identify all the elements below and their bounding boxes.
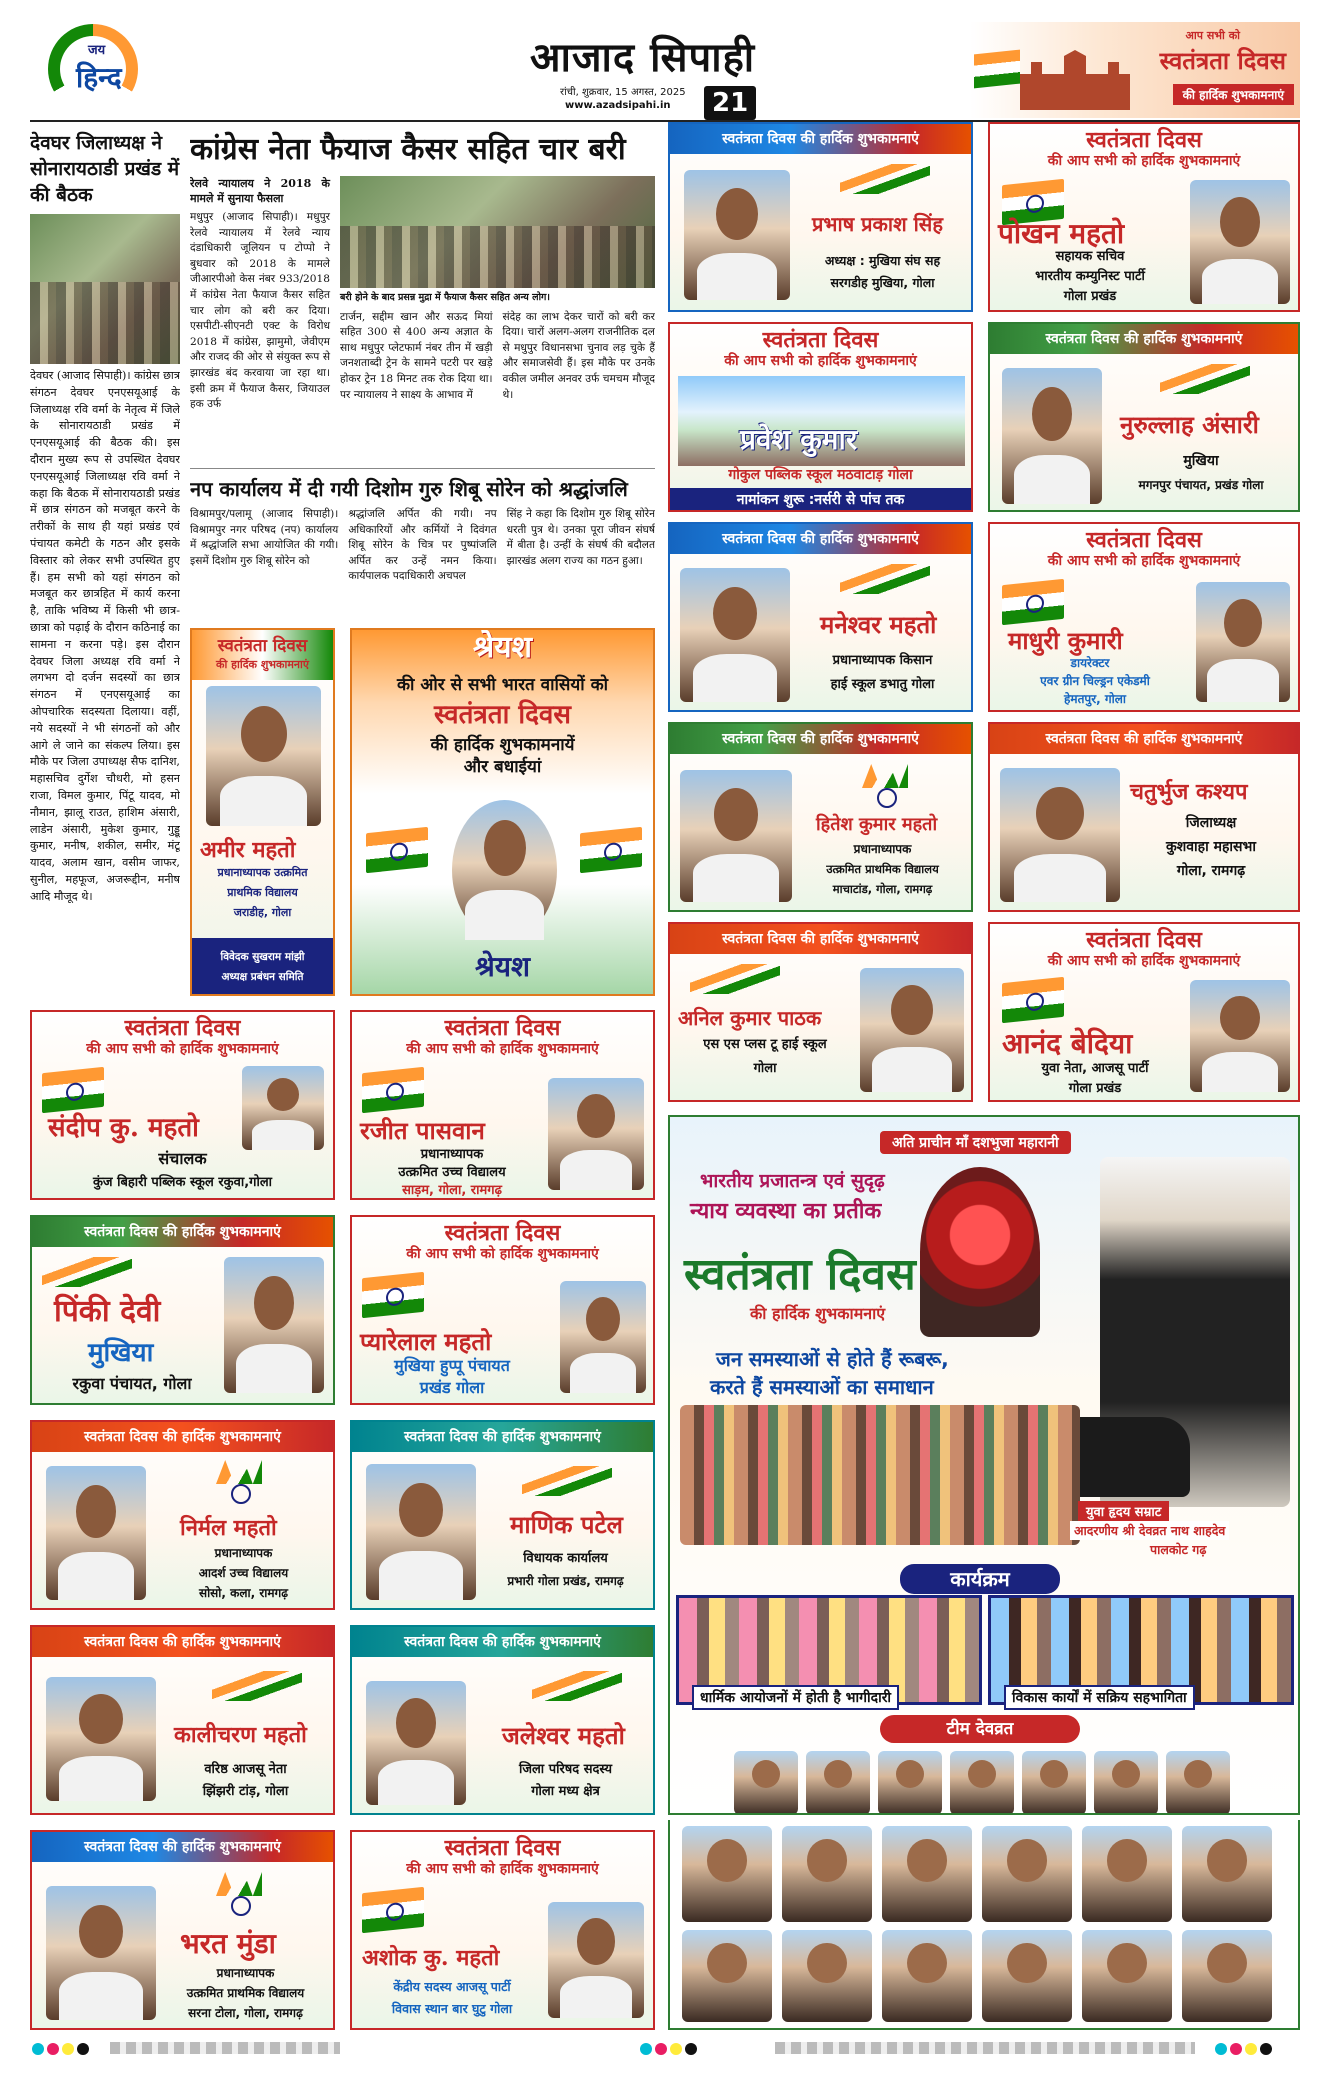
ad-name: प्यारेलाल महतो xyxy=(360,1327,492,1356)
ad-designation-3: सोसो, कला, रामगढ़ xyxy=(198,1586,289,1600)
news-faiyaz-kaiser xyxy=(190,130,655,460)
portrait xyxy=(684,170,790,300)
ad-title: स्वतंत्रता दिवस xyxy=(444,1015,561,1041)
ad-line-2: स्वतंत्रता दिवस xyxy=(434,700,571,730)
ad-subtitle: की हार्दिक शुभकामनाएं xyxy=(216,658,309,671)
team-member-photo xyxy=(782,1826,872,1922)
ad-designation-3: जराडीह, गोला xyxy=(233,906,292,919)
ad-designation-2: हाई स्कूल डभातु गोला xyxy=(830,677,935,692)
ad-designation-3: गोला, रामगढ़ xyxy=(1176,863,1246,879)
team-member-photo xyxy=(734,1751,798,1815)
ad-amir-mahto xyxy=(190,628,335,996)
registration-bar xyxy=(110,2042,340,2054)
tricolor-swoosh-icon xyxy=(690,964,780,994)
team-member-photo xyxy=(878,1751,942,1815)
team-member-photo xyxy=(1082,1826,1172,1922)
ad-name: प्रवेश कुमार xyxy=(740,423,858,456)
deity-image xyxy=(920,1167,1040,1337)
ad-subtitle: की आप सभी को हार्दिक शुभकामनाएं xyxy=(724,353,917,369)
logo-main-text: हिन्द xyxy=(76,61,122,94)
ad-greeting-band: स्वतंत्रता दिवस की हार्दिक शुभकामनाएं xyxy=(670,724,971,754)
ad-name: जलेश्वर महतो xyxy=(502,1721,625,1750)
page-number: 21 xyxy=(704,86,756,120)
news-photo xyxy=(30,214,180,364)
portrait xyxy=(224,1257,324,1393)
team-member-photo xyxy=(882,1826,972,1922)
ad-title: स्वतंत्रता दिवस xyxy=(1086,127,1202,153)
portrait xyxy=(1196,582,1290,702)
portrait xyxy=(1002,368,1102,504)
ad-designation-1: मुखिया हुप्पू पंचायत xyxy=(394,1356,510,1375)
ad-designation-1: जिलाध्यक्ष xyxy=(1185,815,1237,831)
masthead-greeting-banner xyxy=(970,22,1300,118)
ad-designation-2: प्रभारी गोला प्रखंड, रामगढ़ xyxy=(507,1574,624,1588)
ad-slogan-1: जन समस्याओं से होते हैं रूबरू, xyxy=(716,1347,949,1371)
ad-name: प्रभाष प्रकाश सिंह xyxy=(812,212,943,236)
team-heading: टीम देवव्रत xyxy=(880,1715,1080,1743)
ad-designation-3: साड़म, गोला, रामगढ़ xyxy=(402,1183,502,1198)
ad-line-1: भारतीय प्रजातन्त्र एवं सुदृढ़ xyxy=(700,1170,885,1192)
team-member-photo xyxy=(950,1751,1014,1815)
ad-subtitle: की आप सभी को हार्दिक शुभकामनाएं xyxy=(406,1246,599,1262)
tricolor-swoosh-icon xyxy=(522,1466,612,1496)
news-headline: कांग्रेस नेता फैयाज कैसर सहित चार बरी xyxy=(190,132,626,167)
ad-nurullah-ansari xyxy=(988,322,1300,512)
team-member-photo xyxy=(982,1930,1072,2022)
ad-tagline: युवा हृदय सम्राट xyxy=(1078,1501,1169,1521)
ad-subtitle: की आप सभी को हार्दिक शुभकामनाएं xyxy=(1047,553,1241,569)
red-fort-icon xyxy=(1020,50,1130,110)
ad-name: अशोक कु. महतो xyxy=(362,1945,500,1971)
ad-name: संदीप कु. महतो xyxy=(48,1113,199,1143)
ad-name: चतुर्भुज कश्यप xyxy=(1130,779,1248,805)
portrait xyxy=(680,770,792,902)
tricolor-swoosh-icon xyxy=(1160,364,1250,394)
tricolor-swoosh-icon xyxy=(42,1257,132,1287)
registration-marks xyxy=(640,2040,700,2054)
indian-flag-icon xyxy=(42,1067,104,1114)
tricolor-swoosh-icon xyxy=(212,1671,302,1701)
ad-designation-2: झिंझरी टांड़, गोला xyxy=(202,1784,289,1799)
ad-devvrat-nath-shahdeo xyxy=(668,1115,1300,1815)
ad-footer-2: अध्यक्ष प्रबंधन समिति xyxy=(221,971,304,983)
portrait xyxy=(242,1066,324,1150)
ad-designation-1: युवा नेता, आजसू पार्टी xyxy=(1041,1061,1149,1076)
indian-flag-icon xyxy=(1002,977,1064,1024)
ad-title: स्वतंत्रता दिवस xyxy=(444,1220,561,1246)
ad-name: रजीत पासवान xyxy=(360,1116,485,1145)
crowd-photo xyxy=(680,1405,1080,1545)
programs-heading: कार्यक्रम xyxy=(900,1564,1060,1594)
ad-designation-1: केंद्रीय सदस्य आजसू पार्टी xyxy=(393,1979,511,1994)
indian-flag-icon xyxy=(580,827,642,874)
team-member-photo xyxy=(882,1930,972,2022)
ad-name: कालीचरण महतो xyxy=(174,1722,307,1748)
team-member-photo xyxy=(806,1751,870,1815)
dateline: रांची, शुक्रवार, 15 अगस्त, 2025 xyxy=(560,87,686,98)
ad-maneshwar-mahto xyxy=(668,522,973,712)
indian-flag-icon xyxy=(974,50,1020,89)
portrait xyxy=(548,1902,644,2018)
ad-name: निर्मल महतो xyxy=(180,1515,277,1541)
tricolor-emblem-icon xyxy=(862,764,908,810)
ad-name: माधुरी कुमारी xyxy=(1008,626,1123,655)
indian-flag-icon xyxy=(366,827,428,874)
ad-title: स्वतंत्रता दिवस xyxy=(124,1015,241,1041)
ad-name: हितेश कुमार महतो xyxy=(816,814,938,835)
ad-subtitle: की आप सभी को हार्दिक शुभकामनाएं xyxy=(406,1861,599,1877)
ad-designation-2: विवास स्थान बार घुटु गोला xyxy=(391,2001,513,2016)
tricolor-swoosh-icon xyxy=(840,564,930,594)
team-member-photo xyxy=(1166,1751,1230,1815)
ad-jaleshwar-mahto xyxy=(350,1625,655,1815)
ad-line-4: और बधाईयां xyxy=(463,757,542,777)
ad-designation-2: एवर ग्रीन चिल्ड्रन एकेडमी xyxy=(1040,674,1150,688)
banner-line-1: आप सभी को xyxy=(1185,29,1240,42)
team-member-photo xyxy=(1082,1930,1172,2022)
team-member-photo xyxy=(682,1930,772,2022)
ad-subtitle: की आप सभी को हार्दिक शुभकामनाएं xyxy=(86,1041,279,1057)
ad-name: आनंद बेदिया xyxy=(1002,1027,1133,1060)
ad-designation-2: उत्क्रमित उच्च विद्यालय xyxy=(398,1165,506,1180)
ad-line-2: न्याय व्यवस्था का प्रतीक xyxy=(690,1199,882,1224)
jai-hind-logo xyxy=(36,18,156,118)
ad-greeting-band: स्वतंत्रता दिवस की हार्दिक शुभकामनाएं xyxy=(32,1832,333,1862)
ad-title: स्वतंत्रता दिवस xyxy=(444,1835,561,1861)
team-member-photo xyxy=(782,1930,872,2022)
ad-name: श्रेयश xyxy=(474,950,531,983)
ad-sandeep-mahto xyxy=(30,1010,335,1200)
ad-shreyash xyxy=(350,628,655,996)
logo-top-text: जय xyxy=(88,43,106,58)
team-member-photo xyxy=(682,1826,772,1922)
ad-designation-1: प्रधानाध्यापक xyxy=(214,1546,273,1560)
ad-greeting-band: स्वतंत्रता दिवस की हार्दिक शुभकामनाएं xyxy=(32,1217,333,1247)
portrait xyxy=(1190,180,1290,304)
masthead xyxy=(30,14,1300,122)
portrait xyxy=(1190,980,1290,1092)
ad-designation-2: प्राथमिक विद्यालय xyxy=(227,886,298,899)
ad-top-name: श्रेयश xyxy=(472,630,533,665)
portrait xyxy=(46,1886,156,2020)
ad-designation-2: गोला मध्य क्षेत्र xyxy=(531,1784,600,1799)
ad-pokhan-mahto xyxy=(988,122,1300,312)
ad-designation-1: प्रधानाध्यापक उत्क्रमित xyxy=(217,866,308,879)
ad-designation-2: सरगडीह मुखिया, गोला xyxy=(830,275,935,290)
registration-marks xyxy=(1215,2040,1275,2054)
portrait xyxy=(46,1466,146,1600)
ad-designation-1: वरिष्ठ आजसू नेता xyxy=(204,1762,287,1777)
team-member-photo xyxy=(1022,1751,1086,1815)
tricolor-swoosh-icon xyxy=(840,164,930,194)
ad-designation-2: नामांकन शुरू :नर्सरी से पांच तक xyxy=(670,488,971,512)
ad-designation-2: आदर्श उच्च विद्यालय xyxy=(198,1566,289,1580)
ad-hitesh-mahto xyxy=(668,722,973,912)
news-kicker: रेलवे न्यायालय ने 2018 के मामले में सुनाया फैसला xyxy=(190,177,330,205)
portrait xyxy=(46,1677,156,1801)
ad-name: भरत मुंडा xyxy=(180,1927,276,1960)
news-photo xyxy=(340,176,655,288)
ad-designation-1: एस एस प्लस टू हाई स्कूल xyxy=(703,1037,827,1052)
ad-subtitle: की आप सभी को हार्दिक शुभकामनाएं xyxy=(1047,953,1241,969)
news-headline: नप कार्यालय में दी गयी दिशोम गुरु शिबू सोरेन को श्रद्धांजलि xyxy=(190,477,628,501)
portrait xyxy=(366,1681,466,1805)
ad-designation-3: हेमतपुर, गोला xyxy=(1064,692,1126,706)
news-column-3: संदेह का लाभ देकर चारों को बरी कर दिया। चारों अलग-अलग राजनीतिक दल से मधुपुर विधानसभा चुनाव लड़ चुके हैं और समाजसेवी हैं। इस मौके पर उनके वकील जमील अनवर उर्फ चमचम मौजूद थे। xyxy=(502,310,655,401)
ad-greeting-band: स्वतंत्रता दिवस की हार्दिक शुभकामनाएं xyxy=(670,124,971,154)
ad-name: आदरणीय श्री देवव्रत नाथ शाहदेव xyxy=(1070,1521,1229,1540)
ad-pyarelal-mahto xyxy=(350,1215,655,1405)
ad-line-3: की हार्दिक शुभकामनायें xyxy=(430,735,575,755)
ad-designation-1: अध्यक्ष : मुखिया संघ सह xyxy=(824,253,941,268)
indian-flag-icon xyxy=(362,1887,424,1934)
portrait xyxy=(452,800,557,940)
ad-designation-1: सहायक सचिव xyxy=(1055,249,1125,264)
indian-flag-icon xyxy=(1002,579,1064,626)
ad-slogan-2: करते हैं समस्याओं का समाधान xyxy=(710,1375,934,1399)
ad-madhuri-kumari xyxy=(988,522,1300,712)
ad-designation-3: गोला प्रखंड xyxy=(1063,289,1117,304)
ad-designation-2: गोला प्रखंड xyxy=(1068,1081,1122,1096)
portrait xyxy=(548,1078,644,1190)
portrait xyxy=(366,1464,476,1600)
website-link[interactable]: www.azadsipahi.in xyxy=(565,100,671,111)
ad-line-1: की ओर से सभी भारत वासियों को xyxy=(396,675,609,695)
ad-title: स्वतंत्रता दिवस xyxy=(217,636,308,656)
ad-designation-1: मुखिया xyxy=(1183,453,1219,469)
ad-designation-1: संचालक xyxy=(158,1149,207,1168)
ad-designation-2: कुशवाहा महासभा xyxy=(1166,839,1256,855)
portrait xyxy=(560,1281,646,1393)
ad-subtitle: की हार्दिक शुभकामनाएं xyxy=(750,1304,886,1323)
ad-title: स्वतंत्रता दिवस xyxy=(1086,927,1202,953)
ad-chaturbhuj-kashyap xyxy=(988,722,1300,912)
ad-greeting-band: स्वतंत्रता दिवस की हार्दिक शुभकामनाएं xyxy=(352,1422,653,1452)
news-column-1: मधुपुर (आजाद सिपाही)। मधुपुर रेलवे न्यायालय में रेलवे न्याय दंडाधिकारी जूलियन प टोप्पो ने बुधवार को 2018 के मामले जीआरपीओ केस नंबर 933/2018 में कांग्रेस नेता फैयाज कैसर सहित चार लोग को बरी कर दिया। एसपीटी-सीएनटी एक्ट के विरोध 2018 में कांग्रेस, झामुमो, जेवीएम और राजद की ओर से संयुक्त रूप से झारखंड बंद करवाया जा रहा था। इसी क्रम में फैयाज कैसर, जियाउल हक उर्फ xyxy=(190,211,330,411)
ad-pinki-devi xyxy=(30,1215,335,1405)
ad-rajeet-paswan xyxy=(350,1010,655,1200)
tricolor-emblem-icon xyxy=(216,1872,262,1918)
photo-caption: विकास कार्यों में सक्रिय सहभागिता xyxy=(1004,1685,1195,1710)
newspaper-name: आजाद सिपाही xyxy=(530,34,756,81)
ad-name: मनेश्वर महतो xyxy=(820,610,937,639)
news-deoghar xyxy=(30,130,180,1000)
ad-designation-2: गोला xyxy=(753,1061,777,1076)
ad-designation-2: रकुवा पंचायत, गोला xyxy=(72,1374,192,1393)
ad-designation-1: प्रधानाध्यापक xyxy=(216,1966,275,1980)
ad-title: स्वतंत्रता दिवस xyxy=(1086,527,1202,553)
ad-top-banner: अति प्राचीन माँ दशभुजा महारानी xyxy=(880,1131,1071,1154)
team-member-photo xyxy=(982,1826,1072,1922)
indian-flag-icon xyxy=(362,1067,424,1114)
ad-name: पोखन महतो xyxy=(998,217,1125,250)
ad-anil-pathak xyxy=(668,922,973,1102)
ad-designation-2: मगनपुर पंचायत, प्रखंड गोला xyxy=(1138,478,1264,492)
ad-designation-2: उत्क्रमित प्राथमिक विद्यालय xyxy=(826,862,939,876)
ad-designation-1: गोकुल पब्लिक स्कूल मठवाटाड़ गोला xyxy=(728,467,913,483)
ad-designation-1: जिला परिषद सदस्य xyxy=(518,1762,613,1777)
ad-title: स्वतंत्रता दिवस xyxy=(684,1249,916,1300)
ad-designation-1: डायरेक्टर xyxy=(1070,656,1110,670)
news-headline: देवघर जिलाध्यक्ष ने सोनारायठाडी प्रखंड में की बैठक xyxy=(30,132,180,206)
ad-name: पिंकी देवी xyxy=(54,1294,161,1329)
photo-caption: बरी होने के बाद प्रसन्न मुद्रा में फैयाज कैसर सहित अन्य लोग। xyxy=(340,292,550,303)
ad-name: अमीर महतो xyxy=(200,837,296,863)
news-column-2: श्रद्धांजलि अर्पित की गयी। नप अधिकारियों और कर्मियों ने दिवंगत शिबू सोरेन के चित्र पर पुष्पांजलि अर्पित कर उन्हें नमन किया। कार्यपालक पदाधिकारी अचपल xyxy=(348,508,497,583)
ad-designation-1: प्रधानाध्यापक xyxy=(420,1147,484,1162)
ad-kalicharan-mahto xyxy=(30,1625,335,1815)
ad-designation-1: प्रधानाध्यापक xyxy=(853,842,912,856)
ad-greeting-band: स्वतंत्रता दिवस की हार्दिक शुभकामनाएं xyxy=(32,1422,333,1452)
ad-pravesh-kumar xyxy=(668,322,973,512)
portrait xyxy=(1000,768,1120,902)
photo-caption: धार्मिक आयोजनों में होती है भागीदारी xyxy=(692,1685,899,1710)
registration-marks xyxy=(32,2040,92,2054)
portrait xyxy=(860,968,964,1092)
news-column-2: टार्जन, सद्दीम खान और सऊद मियां सहित 300 से 400 अन्य अज्ञात के साथ मधुपुर प्लेटफार्म नंबर तीन में खड़ी जनशताब्दी ट्रेन के सामने पटरी पर खड़े होकर ट्रेन 18 मिनट तक रोक दिया था। पर न्यायालय ने साक्ष्य के आभाव में xyxy=(340,310,493,401)
ad-place: पालकोट गढ़ xyxy=(1150,1542,1207,1557)
ad-designation-1: प्रधानाध्यापक किसान xyxy=(832,653,933,668)
ad-greeting-band: स्वतंत्रता दिवस की हार्दिक शुभकामनाएं xyxy=(990,724,1298,754)
ad-footer-1: विवेदक सुखराम मांझी xyxy=(220,951,305,963)
ad-prabhash-singh xyxy=(668,122,973,312)
ad-designation-2: भारतीय कम्युनिस्ट पार्टी xyxy=(1035,269,1145,284)
team-member-photo xyxy=(1182,1826,1272,1922)
ad-designation-2: कुंज बिहारी पब्लिक स्कूल रकुवा,गोला xyxy=(92,1175,273,1190)
ad-greeting-band: स्वतंत्रता दिवस की हार्दिक शुभकामनाएं xyxy=(990,324,1298,354)
news-column-3: सिंह ने कहा कि दिशोम गुरु शिबू सोरेन धरती पुत्र थे। उनका पूरा जीवन संघर्ष में बीता है। उन्हीं के संघर्ष की बदौलत झारखंड अलग राज्य का गठन हुआ। xyxy=(506,508,655,567)
ad-anand-bediya xyxy=(988,922,1300,1102)
tricolor-swoosh-icon xyxy=(532,1671,622,1701)
ad-designation-2: उत्क्रमित प्राथमिक विद्यालय xyxy=(186,1986,305,2000)
banner-line-3: की हार्दिक शुभकामनाएं xyxy=(1173,84,1294,105)
portrait xyxy=(680,568,790,702)
ad-name: नुरुल्लाह अंसारी xyxy=(1120,410,1259,439)
ad-subtitle: की आप सभी को हार्दिक शुभकामनाएं xyxy=(406,1041,599,1057)
registration-bar xyxy=(775,2042,1195,2054)
portrait xyxy=(206,686,321,826)
ad-designation-1: मुखिया xyxy=(88,1338,154,1368)
indian-flag-icon xyxy=(362,1272,424,1319)
ad-subtitle: की आप सभी को हार्दिक शुभकामनाएं xyxy=(1047,153,1241,169)
ad-name: माणिक पटेल xyxy=(510,1510,623,1539)
ad-greeting-band: स्वतंत्रता दिवस की हार्दिक शुभकामनाएं xyxy=(32,1627,333,1657)
ad-designation-3: सरना टोला, गोला, रामगढ़ xyxy=(188,2006,303,2020)
news-body: देवघर (आजाद सिपाही)। कांग्रेस छात्र संगठन देवघर एनएसयूआई के जिलाध्यक्ष रवि वर्मा के नेतृत्व में जिले के सोनारायठाडी प्रखंड में एनएसयूआई की बैठक की। इस दौरान मुख्य रूप से उपस्थित देवघर एनएसयूआई जिलाध्यक्ष रवि वर्मा ने कहा कि बैठक में सोनारायठाडी प्रखंड में छात्र संगठन को मजबूत करने के तरीकों के साथ ही यहां प्रखंड एवं पंचायत कमेटी के गठन और इसके विस्तार को लेकर सभी उपस्थित हुए हैं। हम सभी को यहां संगठन को मजबूत कर छात्रहित में कार्य करना है, ताकि भविष्य में किसी भी छात्र-छात्रा को पढ़ाई के दौरान कठिनाई का सामना न करना पड़े। इस दौरान देवघर जिला अध्यक्ष रवि वर्मा ने लगभग दो दर्जन सदस्यों का छात्र संगठन में एनएसयूआई का ओपचारिक सदस्यता दिलाया। वहीं, नये सदस्यों ने भी संगठनों को और आगे ले जाने का संकल्प लिया। इस मौके पर जिला उपाध्यक्ष सैफ दानिश, महासचिव दुर्गेश चौधरी, मो हसन राजा, विमल कुमार, पिंटू यादव, मो नौमान, झालू राउत, हाशिम अंसारी, लाडेन अंसारी, मुकेश कुमार, गुड्डू कुमार, मनीष, शकील, समीर, मंटू यादव, अलाम खान, वसीम जाफर, सुनील, महफूज, अजरूद्दीन, मनीष आदि मौजूद थे। xyxy=(30,369,180,903)
news-column-1: विश्रामपुर/पलामू (आजाद सिपाही)। विश्रामपुर नगर परिषद (नप) कार्यालय में श्रद्धांजलि सभा आयोजित की गयी। इसमें दिशोम गुरु शिबू सोरेन को xyxy=(190,508,339,567)
ad-greeting-band: स्वतंत्रता दिवस की हार्दिक शुभकामनाएं xyxy=(670,924,971,954)
ad-bharat-munda xyxy=(30,1830,335,2030)
ad-greeting-band: स्वतंत्रता दिवस की हार्दिक शुभकामनाएं xyxy=(352,1627,653,1657)
banner-line-2: स्वतंत्रता दिवस xyxy=(1159,46,1286,75)
ad-name: अनिल कुमार पाठक xyxy=(678,1006,822,1030)
ad-manik-patel xyxy=(350,1420,655,1610)
ad-designation-1: विधायक कार्यालय xyxy=(523,1551,608,1566)
ad-greeting-band: स्वतंत्रता दिवस की हार्दिक शुभकामनाएं xyxy=(670,524,971,554)
ad-title: स्वतंत्रता दिवस xyxy=(762,327,879,353)
team-member-photo xyxy=(1094,1751,1158,1815)
ad-designation-3: माचाटांड, गोला, रामगढ़ xyxy=(832,882,933,896)
team-member-photo xyxy=(1182,1930,1272,2022)
news-shibu-soren-tribute xyxy=(190,468,655,613)
ad-designation-2: प्रखंड गोला xyxy=(419,1378,485,1397)
tricolor-emblem-icon xyxy=(216,1460,262,1506)
ad-nirmal-mahto xyxy=(30,1420,335,1610)
team-row-2 xyxy=(668,1820,1300,2030)
ad-ashok-mahto xyxy=(350,1830,655,2030)
